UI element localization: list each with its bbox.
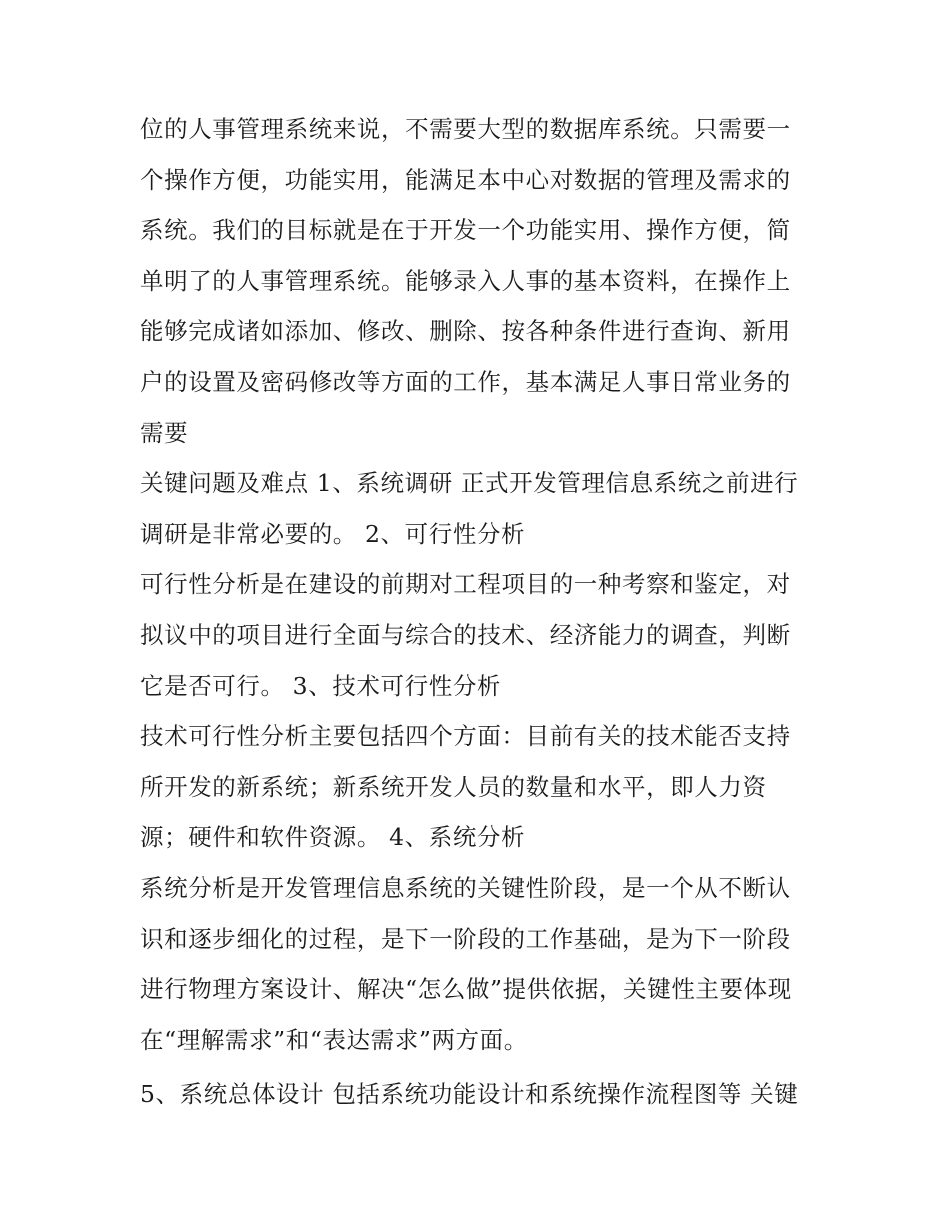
paragraph-technical-feasibility <box>140 711 820 863</box>
text-line: 调研是非常必要的。 2、可行性分析 <box>140 519 526 548</box>
paragraph-system-goal <box>140 104 820 458</box>
text-line: 系统。我们的目标就是在于开发一个功能实用、操作方便，简 <box>140 216 791 245</box>
text-line: 单明了的人事管理系统。能够录入人事的基本资料，在操作上 <box>140 266 791 295</box>
paragraph-feasibility <box>140 559 820 711</box>
text-line: 技术可行性分析主要包括四个方面：目前有关的技术能否支持 <box>140 722 791 751</box>
text-line: 个操作方便，功能实用，能满足本中心对数据的管理及需求的 <box>140 165 791 194</box>
paragraph-overall-design <box>140 1069 820 1120</box>
text-line: 进行物理方案设计、解决“怎么做”提供依据，关键性主要体现 <box>140 975 792 1004</box>
text-line: 在“理解需求”和“表达需求”两方面。 <box>140 1025 528 1054</box>
paragraph-system-analysis <box>140 863 820 1065</box>
text-line: 可行性分析是在建设的前期对工程项目的一种考察和鉴定，对 <box>140 570 791 599</box>
text-line: 它是否可行。 3、技术可行性分析 <box>140 671 502 700</box>
paragraph-key-problems <box>140 458 820 559</box>
text-line: 位的人事管理系统来说，不需要大型的数据库系统。只需要一 <box>140 115 791 143</box>
text-line: 拟议中的项目进行全面与综合的技术、经济能力的调查，判断 <box>140 620 791 649</box>
text-line: 能够完成诸如添加、修改、删除、按各种条件进行查询、新用 <box>140 317 791 346</box>
text-line: 系统分析是开发管理信息系统的关键性阶段，是一个从不断认 <box>140 873 791 902</box>
text-line: 所开发的新系统；新系统开发人员的数量和水平，即人力资 <box>140 772 767 801</box>
text-line: 识和逐步细化的过程，是下一阶段的工作基础，是为下一阶段 <box>140 924 791 953</box>
text-line: 关键问题及难点 1、系统调研 正式开发管理信息系统之前进行 <box>140 469 799 498</box>
text-line: 源；硬件和软件资源。 4、系统分析 <box>140 823 526 852</box>
text-line: 需要 <box>140 418 189 447</box>
text-line: 5、系统总体设计 包括系统功能设计和系统操作流程图等 关键 <box>140 1080 799 1109</box>
text-line: 户的设置及密码修改等方面的工作，基本满足人事日常业务的 <box>140 367 791 396</box>
document-body <box>140 104 820 1120</box>
